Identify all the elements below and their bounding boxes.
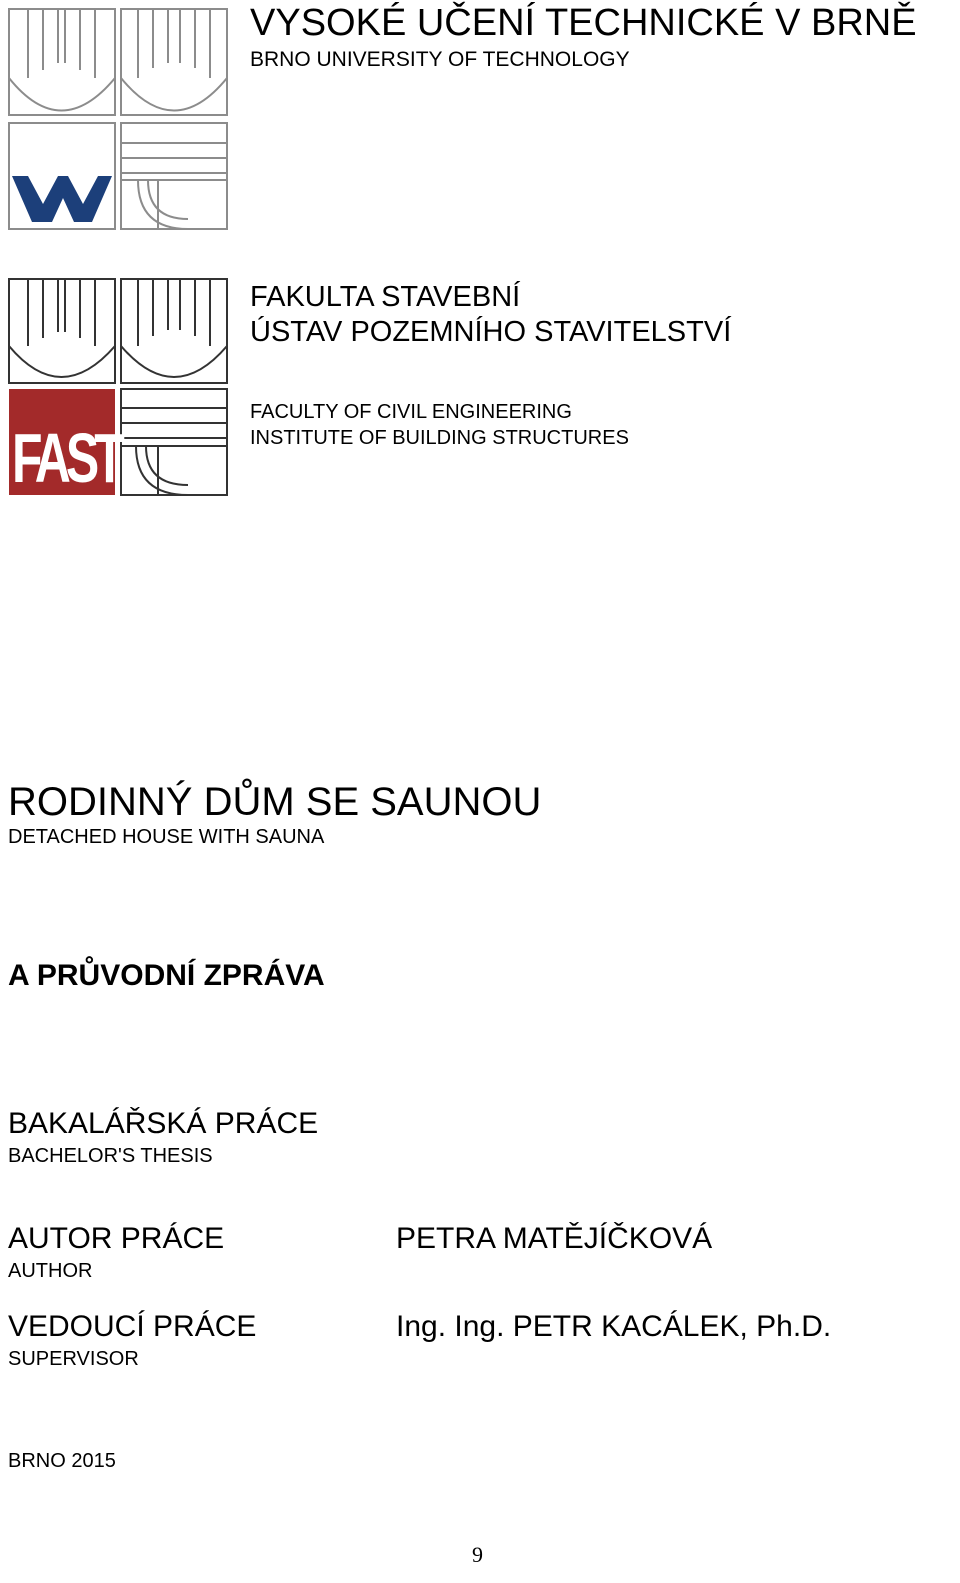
institute-name-cz: ÚSTAV POZEMNÍHO STAVITELSTVÍ <box>250 316 732 348</box>
supervisor-name: Ing. Ing. PETR KACÁLEK, Ph.D. <box>396 1310 832 1343</box>
faculty-name-en: FACULTY OF CIVIL ENGINEERING <box>250 401 572 423</box>
document-part-heading: A PRŮVODNÍ ZPRÁVA <box>8 959 325 992</box>
thesis-title-en: DETACHED HOUSE WITH SAUNA <box>8 826 325 848</box>
author-name: PETRA MATĚJÍČKOVÁ <box>396 1222 713 1255</box>
page-number: 9 <box>472 1542 483 1567</box>
institute-name-en: INSTITUTE OF BUILDING STRUCTURES <box>250 427 629 449</box>
thesis-title-cz: RODINNÝ DŮM SE SAUNOU <box>8 780 542 824</box>
supervisor-label-en: SUPERVISOR <box>8 1348 139 1370</box>
fast-logo-icon <box>8 278 228 496</box>
place-year: BRNO 2015 <box>8 1450 116 1472</box>
author-label-en: AUTHOR <box>8 1260 93 1282</box>
university-name-en: BRNO UNIVERSITY OF TECHNOLOGY <box>250 48 630 71</box>
faculty-name-cz: FAKULTA STAVEBNÍ <box>250 281 521 313</box>
thesis-type-cz: BAKALÁŘSKÁ PRÁCE <box>8 1107 319 1140</box>
vut-logo-icon <box>8 8 228 230</box>
fast-logo-text: FAST <box>12 418 120 498</box>
thesis-type-en: BACHELOR'S THESIS <box>8 1145 213 1167</box>
university-name-cz: VYSOKÉ UČENÍ TECHNICKÉ V BRNĚ <box>250 2 917 44</box>
supervisor-label-cz: VEDOUCÍ PRÁCE <box>8 1310 257 1343</box>
author-label-cz: AUTOR PRÁCE <box>8 1222 225 1255</box>
